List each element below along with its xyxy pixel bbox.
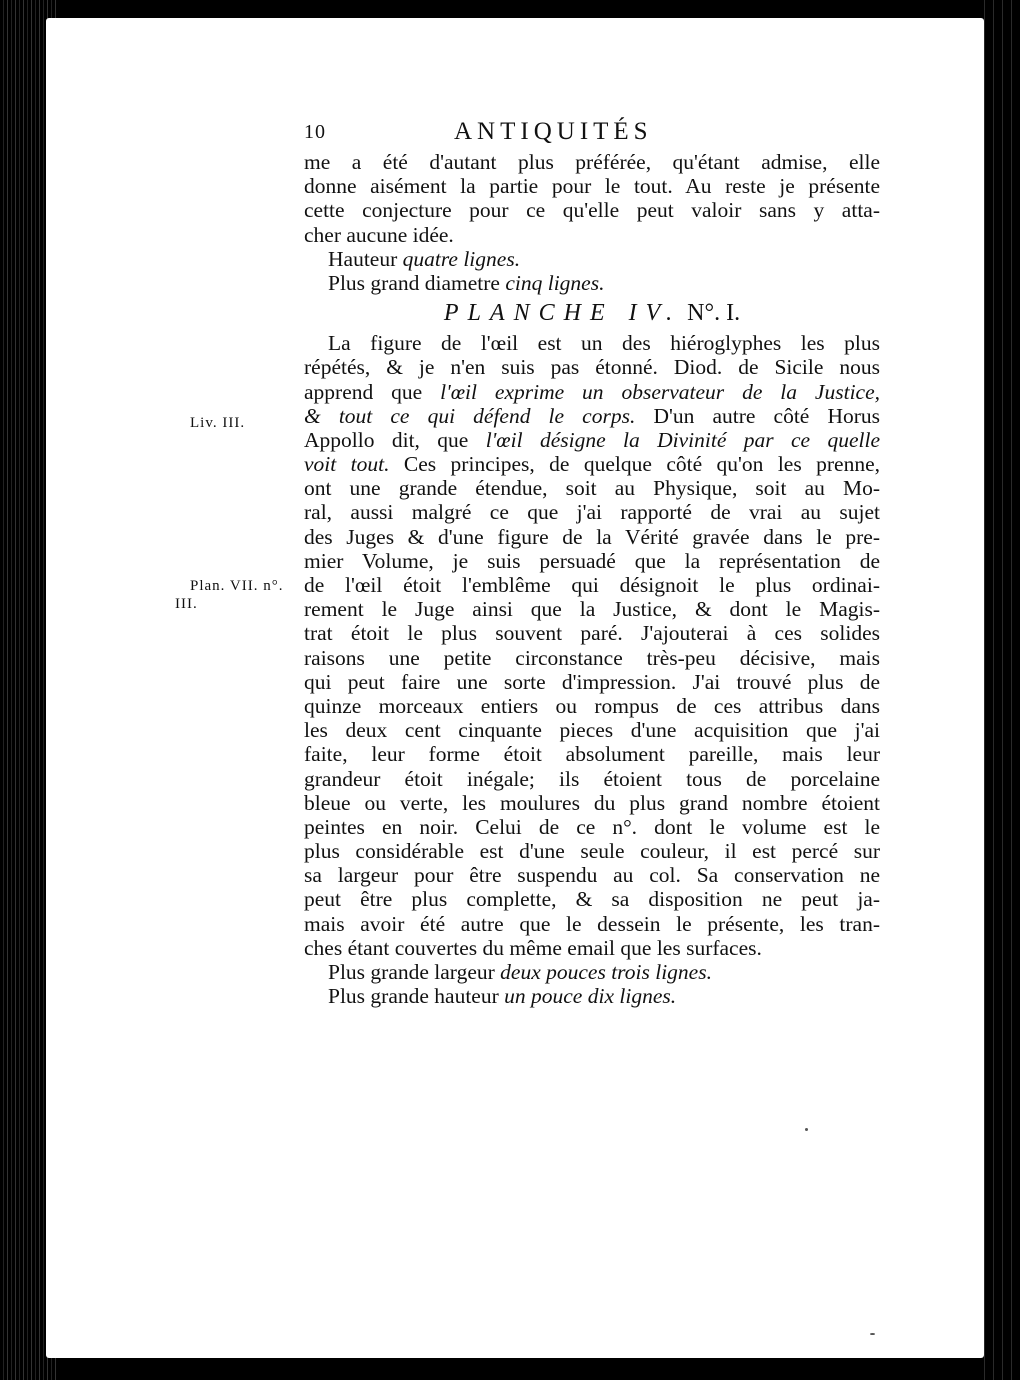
- plate-number: N°. I.: [687, 300, 741, 327]
- measure-value: un pouce dix lignes.: [504, 984, 677, 1009]
- text-run: plus considérable est d'une seule couleur, il est percé sur: [304, 839, 880, 864]
- text-run: D'un autre côté Horus: [635, 403, 880, 428]
- text-run: peut être plus complette, & sa disposition ne peut ja-: [304, 887, 880, 912]
- margin-note-plan-number: III.: [175, 596, 198, 612]
- text-line: [304, 767, 880, 791]
- intro-paragraph: [304, 150, 880, 247]
- text-run: faite, leur forme étoit absolument pareille, mais leur: [304, 742, 880, 767]
- page-header: [304, 118, 728, 150]
- main-paragraph: [304, 331, 880, 960]
- text-run: mier Volume, je suis persuadé que la représentation de: [304, 548, 880, 573]
- text-run: rement le Juge ainsi que la Justice, & dont le Magis-: [304, 597, 880, 622]
- text-line: cher aucune idée.: [304, 222, 454, 247]
- text-line: donne aisément la partie pour le tout. Au reste je présente: [304, 174, 880, 199]
- running-title: ANTIQUITÉS: [454, 118, 653, 145]
- measure-height: [304, 984, 880, 1008]
- text-run: peintes en noir. Celui de ce n°. dont le volume est le: [304, 814, 880, 839]
- text-run: bleue ou verte, les moulures du plus grand nombre étoient: [304, 790, 880, 815]
- text-line: [304, 791, 880, 815]
- measure-label: Plus grand diametre: [328, 270, 506, 295]
- text-run: ont une grande étendue, soit au Physique, soit au Mo-: [304, 476, 880, 501]
- measure-width: [304, 960, 880, 984]
- text-line: [304, 452, 880, 476]
- text-run: trat étoit le plus souvent paré. J'ajouterai à ces solides: [304, 621, 880, 646]
- measure-value: quatre lignes.: [402, 246, 521, 271]
- text-run: raisons une petite circonstance très-peu décisive, mais: [304, 645, 880, 670]
- text-line: me a été d'autant plus préférée, qu'étant admise, elle: [304, 150, 880, 174]
- text-line: [304, 500, 880, 524]
- italic-run: l'œil désigne la Divinité par ce quelle: [485, 427, 881, 452]
- text-line: [304, 694, 880, 718]
- text-run: les deux cent cinquante pieces d'une acquisition que j'ai: [304, 718, 880, 743]
- text-line: [304, 646, 880, 670]
- margin-note-plan: Plan. VII. n°.: [190, 578, 284, 594]
- text-line: [304, 742, 880, 766]
- text-run: sa largeur pour être suspendu au col. Sa conservation ne: [304, 863, 880, 888]
- paper-speck: [805, 1128, 808, 1131]
- text-run: mais avoir été autre que le dessein le présente, les tran-: [304, 911, 880, 936]
- text-run: Ces principes, de quelque côté qu'on les prenne,: [389, 452, 880, 477]
- italic-run: voit tout.: [304, 452, 390, 477]
- text-run: grandeur étoit inégale; ils étoient tous de porcelaine: [304, 766, 880, 791]
- measure-label: Plus grande hauteur: [328, 984, 505, 1009]
- right-page-edge: [980, 0, 1020, 1380]
- measure-value: cinq lignes.: [505, 270, 605, 295]
- text-line: [304, 839, 880, 863]
- text-run: des Juges & d'une figure de la Vérité gravée dans le pre-: [304, 524, 880, 549]
- text-line: [304, 912, 880, 936]
- text-line: [304, 815, 880, 839]
- measure-label: Plus grande largeur: [328, 960, 501, 984]
- text-run: La figure de l'œil est un des hiéroglyphes les plus: [328, 331, 880, 356]
- plate-heading: [304, 295, 880, 331]
- text-run: de l'œil étoit l'emblême qui désignoit le plus ordinai-: [304, 573, 880, 597]
- text-line: [304, 331, 880, 355]
- measures-first: [304, 247, 880, 295]
- text-line: cette conjecture pour ce qu'elle peut valoir sans y atta-: [304, 198, 880, 223]
- text-block: [304, 150, 880, 1008]
- plate-title: PLANCHE IV.: [443, 300, 682, 327]
- measure-height: [304, 247, 880, 271]
- measure-label: Hauteur: [328, 246, 403, 271]
- text-run: apprend que: [304, 379, 441, 404]
- text-line: [304, 355, 880, 379]
- text-line: [304, 476, 880, 500]
- paper-speck: [870, 1333, 875, 1335]
- text-line: [304, 936, 880, 960]
- italic-run: l'œil exprime un observateur de la Justice,: [440, 379, 880, 404]
- page-number: 10: [304, 121, 326, 143]
- text-run: quinze morceaux entiers ou rompus de ces attribus dans: [304, 693, 880, 718]
- text-line: [304, 428, 880, 452]
- text-line: [304, 670, 880, 694]
- text-run: ches étant couvertes du même email que les surfaces.: [304, 935, 762, 960]
- text-line: [304, 404, 880, 428]
- text-line: [304, 863, 880, 887]
- text-line: [304, 573, 880, 597]
- measure-diameter: [304, 271, 880, 295]
- text-line: [304, 887, 880, 911]
- text-line: [304, 621, 880, 645]
- measures-second: [304, 960, 880, 1008]
- text-run: qui peut faire une sorte d'impression. J'ai trouvé plus de: [304, 669, 880, 694]
- text-line: [304, 380, 880, 404]
- text-line: [304, 525, 880, 549]
- margin-note-liv: Liv. III.: [190, 415, 246, 431]
- measure-value: deux pouces trois lignes.: [500, 960, 712, 984]
- text-run: ral, aussi malgré ce que j'ai rapporté de vrai au sujet: [304, 500, 880, 525]
- text-run: Appollo dit, que: [304, 427, 486, 452]
- italic-run: & tout ce qui défend le corps.: [304, 403, 636, 428]
- text-line: [304, 718, 880, 742]
- text-line: [304, 549, 880, 573]
- text-run: répétés, & je n'en suis pas étonné. Diod. de Sicile nous: [304, 355, 880, 380]
- text-line: [304, 597, 880, 621]
